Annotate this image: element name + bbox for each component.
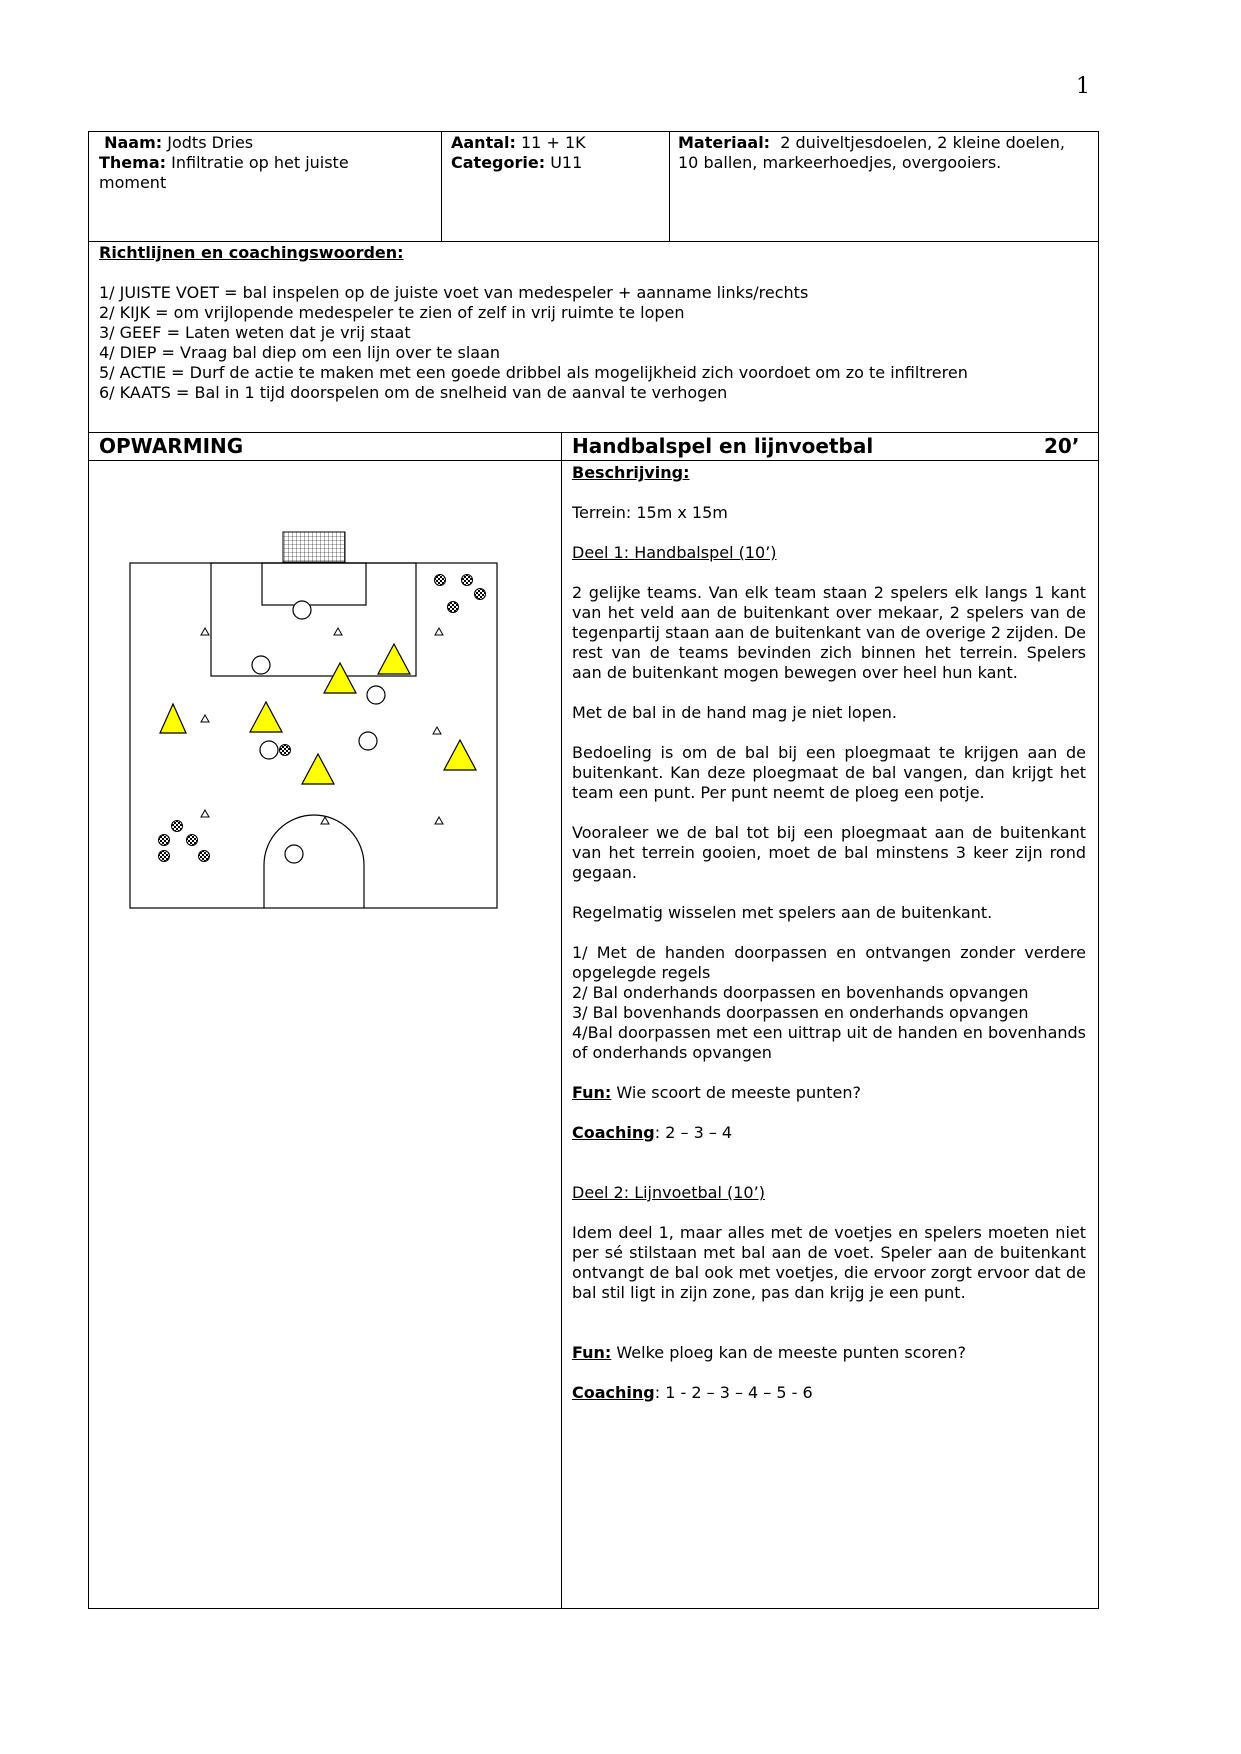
- page-number: 1: [1076, 74, 1090, 99]
- player-white-icon: [359, 732, 377, 750]
- cone-marker-icon: [201, 715, 209, 722]
- ball-icon: [448, 602, 459, 613]
- section-title-bottom-line: [88, 460, 1099, 461]
- bottom-arc: [264, 815, 364, 908]
- part2-paragraph: Idem deel 1, maar alles met de voetjes en spelers moeten niet per sé stilstaan met bal aan de voet. Speler aan de buitenkant ontvangt de bal ook met voetjes, die ervoor zorgt ervoor dat de bal stil ligt in zijn zone, pas dan krijg je een punt.: [572, 1223, 1086, 1302]
- part1-paragraph: Vooraleer we de bal tot bij een ploegmaat aan de buitenkant van het terrein gooien, moet de bal minstens 3 keer zijn rond gegaan.: [572, 823, 1086, 882]
- part1-rule: 3/ Bal bovenhands doorpassen en onderhands opvangen: [572, 1003, 1029, 1022]
- part2-title: Deel 2: Lijnvoetbal (10’): [572, 1183, 765, 1202]
- guidelines-block: [99, 243, 1094, 403]
- material-value-continued: 10 ballen, markeerhoedjes, overgooiers.: [678, 153, 1002, 172]
- goal-net: [283, 532, 345, 562]
- description-heading: Beschrijving:: [572, 463, 690, 482]
- cone-marker-icon: [201, 628, 209, 635]
- terrain-text: Terrein: 15m x 15m: [572, 503, 728, 522]
- player-yellow-icon: [160, 704, 186, 733]
- player-white-icon: [285, 845, 303, 863]
- category-label: Categorie:: [451, 153, 546, 172]
- balls: [159, 575, 486, 862]
- count-value: 11 + 1K: [521, 133, 586, 152]
- cone-marker-icon: [435, 817, 443, 824]
- section-right-title: Handbalspel en lijnvoetbal: [572, 434, 874, 458]
- player-white-icon: [252, 656, 270, 674]
- player-white-icon: [260, 741, 278, 759]
- guideline-item: 2/ KIJK = om vrijlopende medespeler te zien of zelf in vrij ruimte te lopen: [99, 303, 685, 322]
- exercise-description: [572, 463, 1086, 1403]
- cone-marker-icon: [433, 727, 441, 734]
- name-value: Jodts Dries: [167, 133, 254, 152]
- player-yellow-icon: [250, 702, 282, 732]
- ball-icon: [159, 851, 170, 862]
- column-divider: [561, 432, 562, 1609]
- ball-icon: [187, 835, 198, 846]
- fun-line-2: [572, 1343, 1086, 1363]
- part1-paragraph: Bedoeling is om de bal bij een ploegmaat te krijgen aan de buitenkant. Kan deze ploegmaat de bal vangen, dan krijgt het team een punt. Per punt neemt de ploeg een potje.: [572, 743, 1086, 802]
- part1-rule: 4/Bal doorpassen met een uittrap uit de handen en bovenhands of onderhands opvangen: [572, 1023, 1086, 1062]
- cone-marker-icon: [435, 628, 443, 635]
- coaching-label: Coaching: [572, 1123, 655, 1142]
- header-divider-1: [441, 131, 442, 242]
- theme-label: Thema:: [99, 153, 167, 172]
- fun-label: Fun:: [572, 1343, 612, 1362]
- ball-icon: [199, 851, 210, 862]
- penalty-area: [211, 563, 416, 676]
- header-material-cell: [678, 133, 1096, 173]
- material-label: Materiaal:: [678, 133, 771, 152]
- cone-marker-icon: [201, 810, 209, 817]
- ball-icon: [280, 745, 291, 756]
- category-value: U11: [550, 153, 583, 172]
- header-count-cell: [451, 133, 661, 173]
- theme-value-continued: moment: [99, 173, 167, 192]
- section-duration: 20’: [1044, 434, 1080, 458]
- guideline-item: 5/ ACTIE = Durf de actie te maken met een goede dribbel als mogelijkheid zich voordoet om zo te infiltreren: [99, 363, 968, 382]
- cone-marker-icon: [321, 817, 329, 824]
- coaching-line-2: [572, 1383, 1086, 1403]
- theme-value: Infiltratie op het juiste: [171, 153, 349, 172]
- player-yellow-icon: [324, 663, 356, 693]
- field-boundary: [130, 563, 497, 908]
- player-yellow-icon: [302, 754, 334, 784]
- fun-label: Fun:: [572, 1083, 612, 1102]
- coaching-text: : 2 – 3 – 4: [654, 1123, 733, 1142]
- coaching-text: : 1 - 2 – 3 – 4 – 5 - 6: [654, 1383, 813, 1402]
- fun-line-1: [572, 1083, 1086, 1103]
- part1-title: Deel 1: Handbalspel (10’): [572, 543, 777, 562]
- ball-icon: [435, 575, 446, 586]
- part1-paragraph: Regelmatig wisselen met spelers aan de buitenkant.: [572, 903, 993, 922]
- yellow-team: [160, 644, 476, 784]
- player-white-icon: [367, 686, 385, 704]
- cone-marker-icon: [334, 628, 342, 635]
- player-yellow-icon: [378, 644, 410, 674]
- goal-area: [262, 563, 366, 605]
- part1-paragraph: 2 gelijke teams. Van elk team staan 2 spelers elk langs 1 kant van het veld aan de buitenkant over mekaar, 2 spelers van de tegenpartij staan aan de buitenkant van de overige 2 zijden. De rest van de teams bevinden zich binnen het terrein. Spelers aan de buitenkant mogen bewegen over heel hun kant.: [572, 583, 1086, 682]
- guideline-item: 6/ KAATS = Bal in 1 tijd doorspelen om de snelheid van de aanval te verhogen: [99, 383, 728, 402]
- coaching-line-1: [572, 1123, 1086, 1143]
- header-name-cell: [99, 133, 434, 193]
- part1-rule: 1/ Met de handen doorpassen en ontvangen zonder verdere opgelegde regels: [572, 943, 1086, 982]
- count-label: Aantal:: [451, 133, 516, 152]
- header-divider-2: [669, 131, 670, 242]
- part1-rule: 2/ Bal onderhands doorpassen en bovenhands opvangen: [572, 983, 1029, 1002]
- guidelines-bottom-line: [88, 432, 1099, 433]
- cones: [201, 628, 443, 824]
- table-border-bottom: [88, 1608, 1099, 1609]
- field-diagram: [120, 520, 510, 920]
- ball-icon: [159, 835, 170, 846]
- fun-text: Wie scoort de meeste punten?: [611, 1083, 861, 1102]
- section-left-title: OPWARMING: [99, 434, 244, 458]
- fun-text: Welke ploeg kan de meeste punten scoren?: [611, 1343, 966, 1362]
- player-yellow-icon: [444, 740, 476, 770]
- guideline-item: 1/ JUISTE VOET = bal inspelen op de juiste voet van medespeler + aanname links/rechts: [99, 283, 809, 302]
- table-border-top: [88, 131, 1099, 132]
- ball-icon: [462, 575, 473, 586]
- table-border-right: [1098, 131, 1099, 1609]
- ball-icon: [172, 821, 183, 832]
- table-border-left: [88, 131, 89, 1609]
- coaching-label: Coaching: [572, 1383, 655, 1402]
- player-white-icon: [293, 601, 311, 619]
- material-value: 2 duiveltjesdoelen, 2 kleine doelen,: [780, 133, 1065, 152]
- guidelines-title: Richtlijnen en coachingswoorden:: [99, 243, 404, 262]
- guideline-item: 3/ GEEF = Laten weten dat je vrij staat: [99, 323, 411, 342]
- header-bottom-line: [88, 241, 1099, 242]
- name-label: Naam:: [104, 133, 163, 152]
- ball-icon: [475, 589, 486, 600]
- part1-paragraph: Met de bal in de hand mag je niet lopen.: [572, 703, 897, 722]
- guideline-item: 4/ DIEP = Vraag bal diep om een lijn over te slaan: [99, 343, 501, 362]
